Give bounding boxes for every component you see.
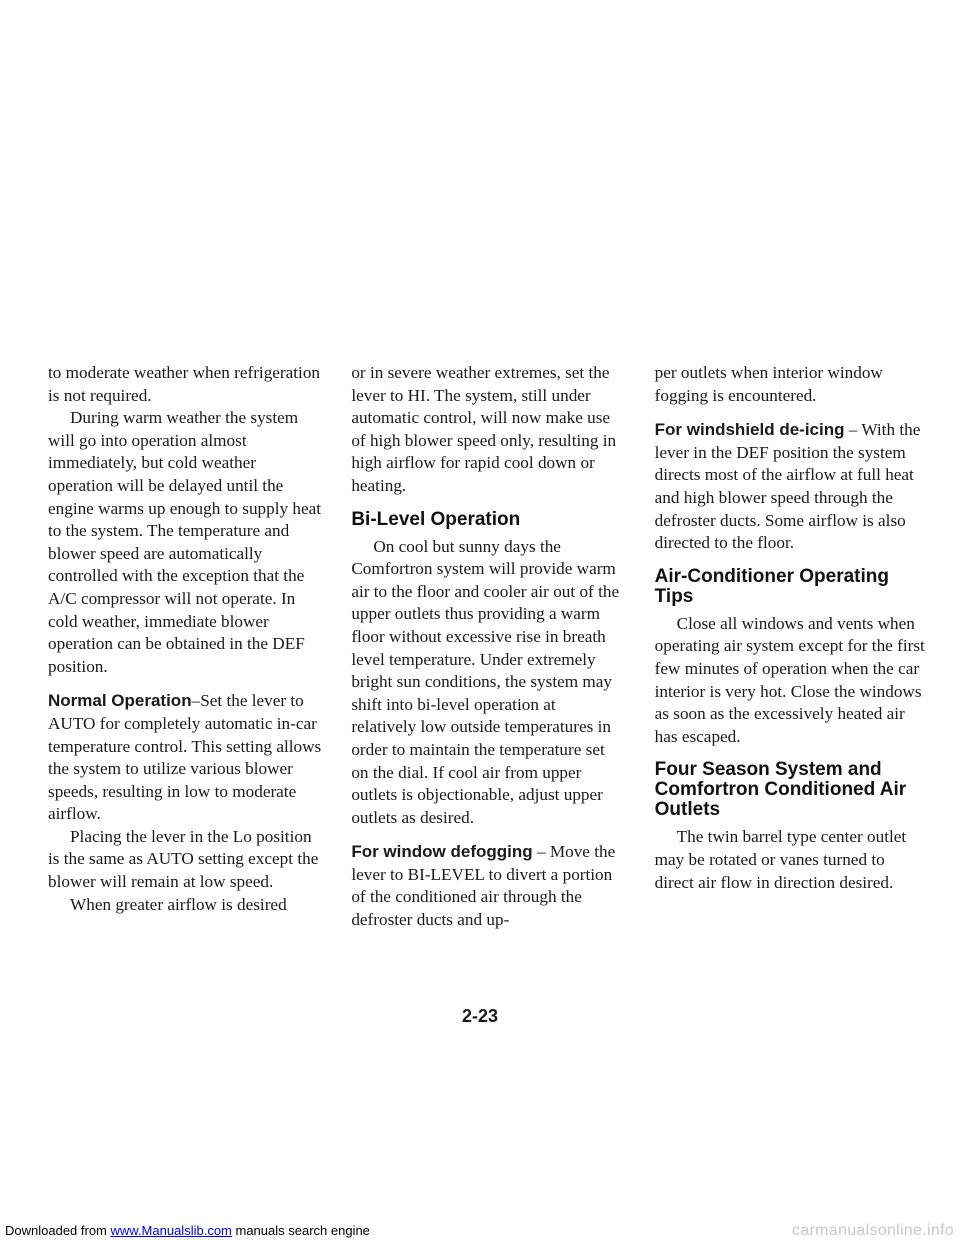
paragraph: per outlets when interior window fogging is encountered. [654,363,883,405]
column-2 [351,362,624,932]
paragraph: When greater airflow is desired [70,894,287,914]
section-heading: Air-Conditioner Operating Tips [654,565,889,607]
paragraph: Close all windows and vents when operating air system except for the first few minutes of operation when the car interior is very hot. Close the windows as soon as the excessively heated air has escaped. [654,613,925,746]
manualslib-link[interactable]: www.Manualslib.com [110,1223,232,1238]
download-footer [5,1223,370,1238]
windshield-de-icing-paragraph [655,419,928,555]
column-3 [655,362,928,932]
footer-suffix: manuals search engine [231,1223,370,1238]
run-in-heading: For windshield de-icing [654,420,845,440]
section-heading: Four Season System and Comfortron Conditioned Air Outlets [654,759,907,821]
column-1 [48,362,321,932]
text-columns [48,362,928,932]
watermark: carmanualsonline.info [792,1222,954,1239]
paragraph-text: – With the lever in the DEF position the system directs most of the airflow at full heat and high blower speed through the defroster ducts. Some airflow is also directed to the floor. [654,420,921,553]
run-in-heading: Normal Operation [48,691,192,711]
paragraph: During warm weather the system will go into operation almost immediately, but cold weather operation will be delayed until the engine warms up enough to supply heat to the system. The temperature and blower speed are automatically controlled with the exception that the A/C compressor will not operate. In cold weather, immediate blower operation can be obtained in the DEF position. [48,408,322,676]
section-heading: Bi-Level Operation [351,508,521,530]
paragraph: On cool but sunny days the Comfortron system will provide warm air to the floor and cooler air out of the upper outlets thus providing a warm floor without excessive rise in breath level temperature. Under extremely bright sun conditions, the system may shift into bi-level operation at relatively low outside temperatures in order to maintain the temperature set on the dial. If cool air from upper outlets is objectionable, adjust upper outlets as desired. [351,536,620,827]
paragraph-text: –Set the lever to AUTO for completely automatic in-car temperature control. This setting allows the system to utilize various blower speeds, resulting in low to moderate airflow. [48,691,322,824]
normal-operation-paragraph [48,690,321,826]
paragraph: The twin barrel type center outlet may be rotated or vanes turned to direct air flow in direction desired. [654,827,907,892]
paragraph-text: – Move the lever to BI-LEVEL to divert a portion of the conditioned air through the defroster ducts and up- [351,842,616,930]
run-in-heading: For window defogging [351,842,533,862]
footer-prefix: Downloaded from [5,1223,111,1238]
paragraph: Placing the lever in the Lo position is the same as AUTO setting except the blower will remain at low speed. [48,826,319,892]
page-number: 2-23 [461,1006,499,1026]
window-defogging-paragraph [351,841,624,931]
paragraph: to moderate weather when refrigeration is not required. [48,363,321,405]
paragraph: or in severe weather extremes, set the lever to HI. The system, still under automatic control, will now make use of high blower speed only, resulting in high airflow for rapid cool down or heating. [351,363,617,495]
